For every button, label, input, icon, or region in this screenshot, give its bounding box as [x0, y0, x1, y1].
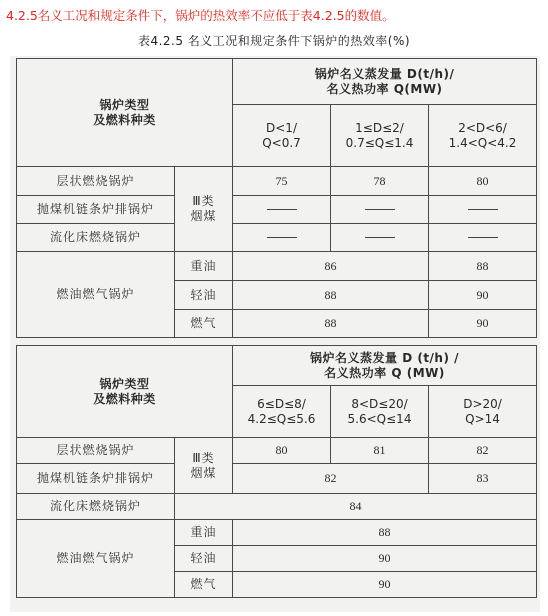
- capacity-header-line1: 锅炉名义蒸发量 D (t/h) /: [310, 350, 460, 365]
- range-header: D<1/ Q<0.7: [233, 105, 331, 167]
- type-header: [17, 59, 233, 167]
- capacity-header-line2: 名义热功率 Q (MW): [324, 365, 445, 380]
- efficiency-value: 80: [429, 167, 537, 196]
- range-header: 6≤D≤8/ 4.2≤Q≤5.6: [233, 386, 331, 438]
- capacity-header-line2: 名义热功率 Q(MW): [326, 81, 443, 96]
- no-value-dash: [331, 224, 429, 252]
- capacity-header-line1: 锅炉名义蒸发量 D(t/h)/: [314, 66, 455, 81]
- efficiency-value: 75: [233, 167, 331, 196]
- efficiency-value: 82: [233, 464, 429, 494]
- no-value-dash: [233, 224, 331, 252]
- efficiency-value: 81: [331, 438, 429, 464]
- fuel-cell: 燃气: [175, 310, 233, 338]
- efficiency-value: 90: [429, 281, 537, 310]
- dash-mark: [267, 209, 297, 210]
- efficiency-value: 78: [331, 167, 429, 196]
- fuel-cell: 重油: [175, 252, 233, 281]
- type-header: [17, 346, 233, 438]
- efficiency-value: 88: [233, 281, 429, 310]
- efficiency-value: 86: [233, 252, 429, 281]
- efficiency-value: 88: [429, 252, 537, 281]
- boiler-type-cell: 抛煤机链条炉排锅炉: [17, 464, 175, 494]
- efficiency-value: 80: [233, 438, 331, 464]
- efficiency-value: 84: [175, 494, 537, 520]
- fuel-cell: 重油: [175, 520, 233, 546]
- fuel-cell-coal: Ⅲ类 烟煤: [175, 167, 233, 252]
- capacity-header: [233, 59, 537, 105]
- boiler-type-cell: 流化床燃烧锅炉: [17, 494, 175, 520]
- fuel-cell: 燃气: [175, 572, 233, 598]
- no-value-dash: [331, 196, 429, 224]
- type-header-line2: 及燃料种类: [93, 391, 156, 406]
- type-header-line1: 锅炉类型: [99, 376, 150, 391]
- efficiency-value: 90: [233, 546, 537, 572]
- efficiency-value: 83: [429, 464, 537, 494]
- boiler-type-cell: 抛煤机链条炉排锅炉: [17, 196, 175, 224]
- type-header-line2: 及燃料种类: [93, 112, 156, 127]
- range-header: 1≤D≤2/ 0.7≤Q≤1.4: [331, 105, 429, 167]
- fuel-cell-coal: Ⅲ类 烟煤: [175, 438, 233, 494]
- boiler-type-cell-oilgas: 燃油燃气锅炉: [17, 252, 175, 338]
- fuel-cell: 轻油: [175, 281, 233, 310]
- range-header: 8<D≤20/ 5.6<Q≤14: [331, 386, 429, 438]
- range-header: D>20/ Q>14: [429, 386, 537, 438]
- dash-mark: [468, 209, 498, 210]
- efficiency-table-small-boilers: [16, 58, 537, 338]
- table-caption: 表4.2.5 名义工况和规定条件下锅炉的热效率(%): [137, 34, 411, 48]
- dash-mark: [468, 237, 498, 238]
- efficiency-value: 88: [233, 520, 537, 546]
- boiler-type-cell: 层状燃烧锅炉: [17, 438, 175, 464]
- fuel-cell: 轻油: [175, 546, 233, 572]
- no-value-dash: [429, 196, 537, 224]
- boiler-type-cell: 流化床燃烧锅炉: [17, 224, 175, 252]
- no-value-dash: [429, 224, 537, 252]
- boiler-type-cell-oilgas: 燃油燃气锅炉: [17, 520, 175, 598]
- dash-mark: [365, 237, 395, 238]
- efficiency-table-large-boilers: [16, 345, 537, 598]
- capacity-header: [233, 346, 537, 386]
- efficiency-value: 82: [429, 438, 537, 464]
- efficiency-value: 90: [429, 310, 537, 338]
- boiler-type-cell: 层状燃烧锅炉: [17, 167, 175, 196]
- type-header-line1: 锅炉类型: [99, 97, 150, 112]
- no-value-dash: [233, 196, 331, 224]
- efficiency-value: 88: [233, 310, 429, 338]
- dash-mark: [267, 237, 297, 238]
- range-header: 2<D<6/ 1.4<Q<4.2: [429, 105, 537, 167]
- efficiency-value: 90: [233, 572, 537, 598]
- section-heading: 4.2.5名义工况和规定条件下，锅炉的热效率不应低于表4.2.5的数值。: [6, 8, 395, 23]
- dash-mark: [365, 209, 395, 210]
